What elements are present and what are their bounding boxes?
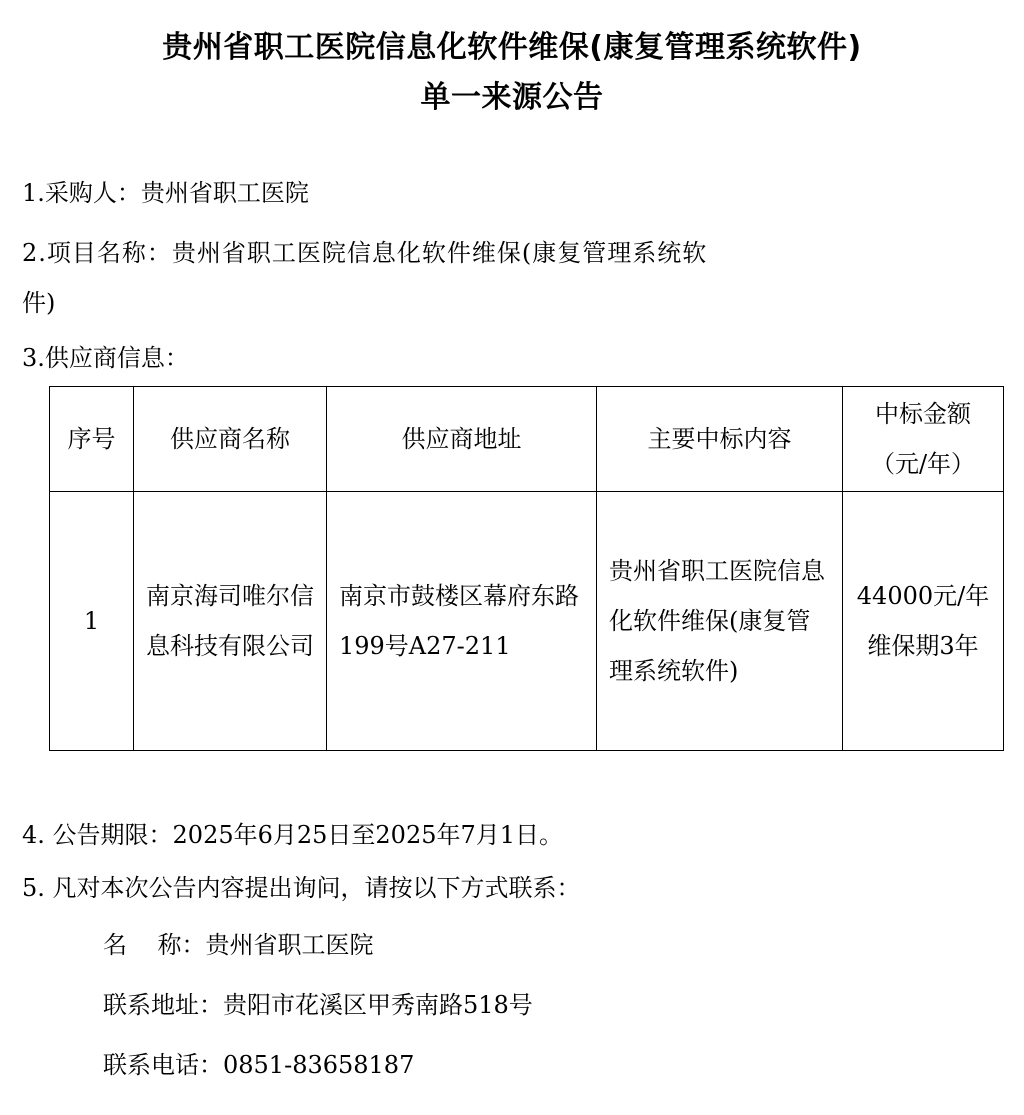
cell-main-content: 贵州省职工医院信息化软件维保(康复管理系统软件) xyxy=(597,492,843,751)
cell-amount-value: 44000元/年 xyxy=(856,582,990,610)
contact-address-value: 贵阳市花溪区甲秀南路518号 xyxy=(223,991,533,1019)
cell-supplier-name: 南京海司唯尔信息科技有限公司 xyxy=(134,492,327,751)
table-row xyxy=(50,492,1004,751)
supplier-table xyxy=(49,386,1004,751)
contact-phone-line xyxy=(103,1045,414,1080)
header-supplier-address: 供应商地址 xyxy=(327,387,597,492)
header-amount-label: 中标金额 xyxy=(875,400,971,428)
supplier-info-heading: 3.供应商信息： xyxy=(22,344,189,372)
project-name-continuation: 件) xyxy=(22,289,56,317)
announcement-period-line: 4. 公告期限：2025年6月25日至2025年7月1日。 xyxy=(22,821,564,849)
cell-amount-period: 维保期3年 xyxy=(867,632,979,660)
document-title: 贵州省职工医院信息化软件维保(康复管理系统软件) xyxy=(162,30,862,65)
inquiry-line: 5. 凡对本次公告内容提出询问，请按以下方式联系： xyxy=(22,874,581,902)
header-supplier-name: 供应商名称 xyxy=(134,387,327,492)
contact-phone-label: 联系电话： xyxy=(103,1051,223,1079)
header-amount xyxy=(843,387,1004,492)
header-main-content: 主要中标内容 xyxy=(597,387,843,492)
contact-name-line xyxy=(103,925,374,960)
table-header-row xyxy=(50,387,1004,492)
project-name-line: 2.项目名称：贵州省职工医院信息化软件维保(康复管理系统软 xyxy=(22,239,708,267)
cell-amount xyxy=(843,492,1004,751)
contact-address-label: 联系地址： xyxy=(103,991,223,1019)
purchaser-line: 1.采购人：贵州省职工医院 xyxy=(22,179,309,207)
header-amount-unit: （元/年） xyxy=(870,450,976,478)
cell-supplier-address: 南京市鼓楼区幕府东路199号A27-211 xyxy=(327,492,597,751)
document-subtitle: 单一来源公告 xyxy=(420,80,604,115)
cell-index: 1 xyxy=(50,492,134,751)
contact-name-label: 名 称： xyxy=(103,931,206,959)
contact-name-value: 贵州省职工医院 xyxy=(205,931,374,959)
contact-address-line xyxy=(103,985,533,1020)
header-index: 序号 xyxy=(50,387,134,492)
contact-phone-value: 0851-83658187 xyxy=(223,1051,415,1079)
